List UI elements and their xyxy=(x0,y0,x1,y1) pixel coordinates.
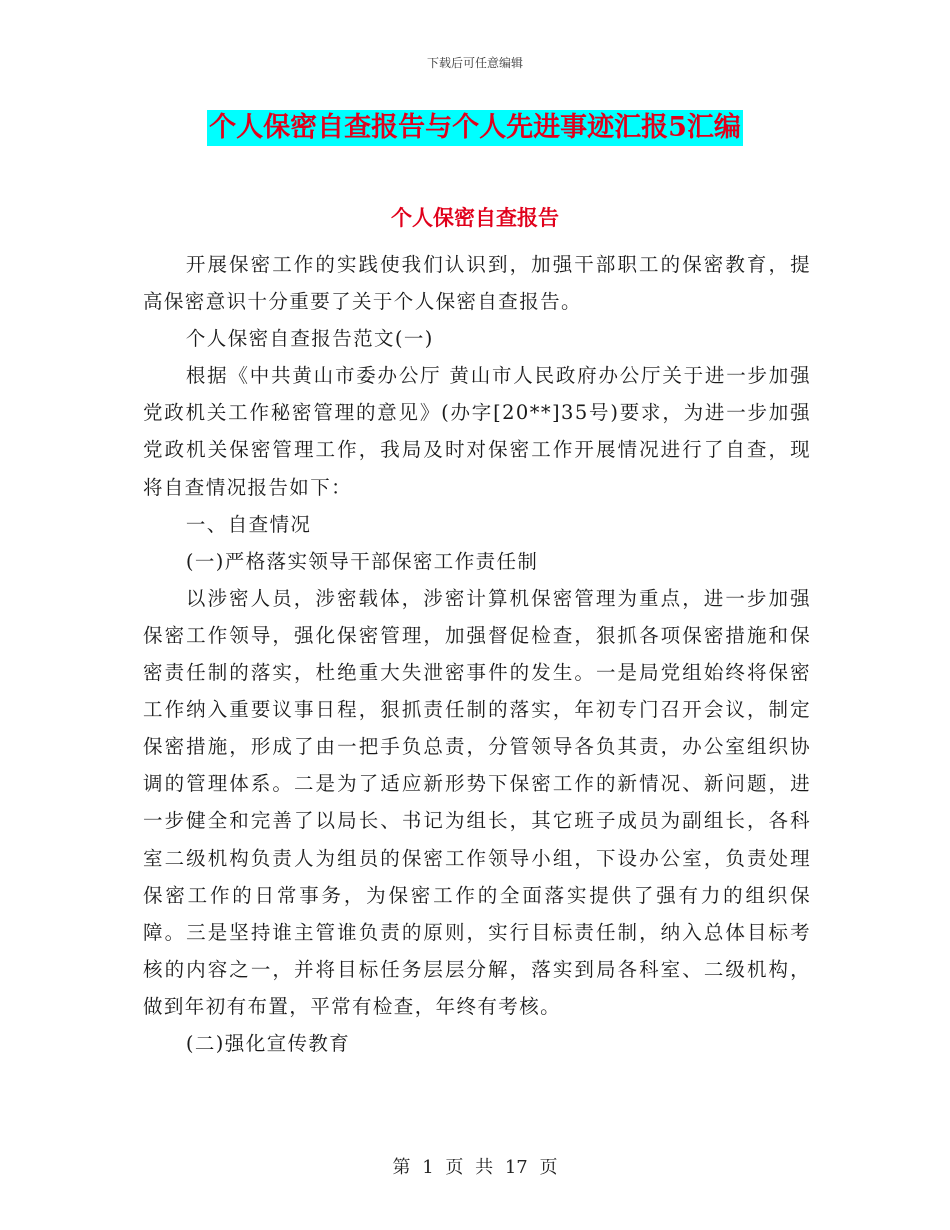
paragraph-sample-heading: 个人保密自查报告范文(一) xyxy=(185,327,434,351)
section-title: 个人保密自查报告 xyxy=(391,205,559,230)
header-note: 下载后可任意编辑 xyxy=(426,56,523,70)
paragraph-responsibility: 以涉密人员，涉密载体，涉密计算机保密管理为重点，进一步加强保密工作领导，强化保密管理，加强督促检查，狠抓各项保密措施和保密责任制的落实，杜绝重大失泄密事件的发生。一是局党组始终将保密工作纳入重要议事日程，狠抓责任制的落实，年初专门召开会议，制定保密措施，形成了由一把手负总责，分管领导各负其责，办公室组织协调的管理体系。二是为了适应新形势下保密工作的新情况、新问题，进一步健全和完善了以局长、书记为组长，其它班子成员为副组长，各科室二级机构负责人为组员的保密工作领导小组，下设办公室，负责处理保密工作的日常事务，为保密工作的全面落实提供了强有力的组织保障。三是坚持谁主管谁负责的原则，实行目标责任制，纳入总体目标考核的内容之一，并将目标任务层层分解，落实到局各科室、二级机构，做到年初有布置，平常有检查，年终有考核。 xyxy=(143,586,811,1018)
paragraph-intro: 开展保密工作的实践使我们认识到，加强干部职工的保密教育，提高保密意识十分重要了关于个人保密自查报告。 xyxy=(143,253,811,314)
body-text xyxy=(143,246,811,1062)
page-footer: 第 1 页 共 17 页 xyxy=(392,1157,558,1178)
paragraph-subsection-heading-1: (一)严格落实领导干部保密工作责任制 xyxy=(185,549,539,573)
paragraph-basis: 根据《中共黄山市委办公厅 黄山市人民政府办公厅关于进一步加强党政机关工作秘密管理的意见》(办字[20**]35号)要求，为进一步加强党政机关保密管理工作，我局及时对保密工作开展情况进行了自查，现将自查情况报告如下： xyxy=(143,364,811,499)
doc-title: 个人保密自查报告与个人先进事迹汇报5汇编 xyxy=(207,110,743,146)
doc-title-wrap xyxy=(0,110,950,146)
paragraph-section-heading: 一、自查情况 xyxy=(185,512,312,536)
paragraph-subsection-heading-2: (二)强化宣传教育 xyxy=(185,1031,351,1055)
